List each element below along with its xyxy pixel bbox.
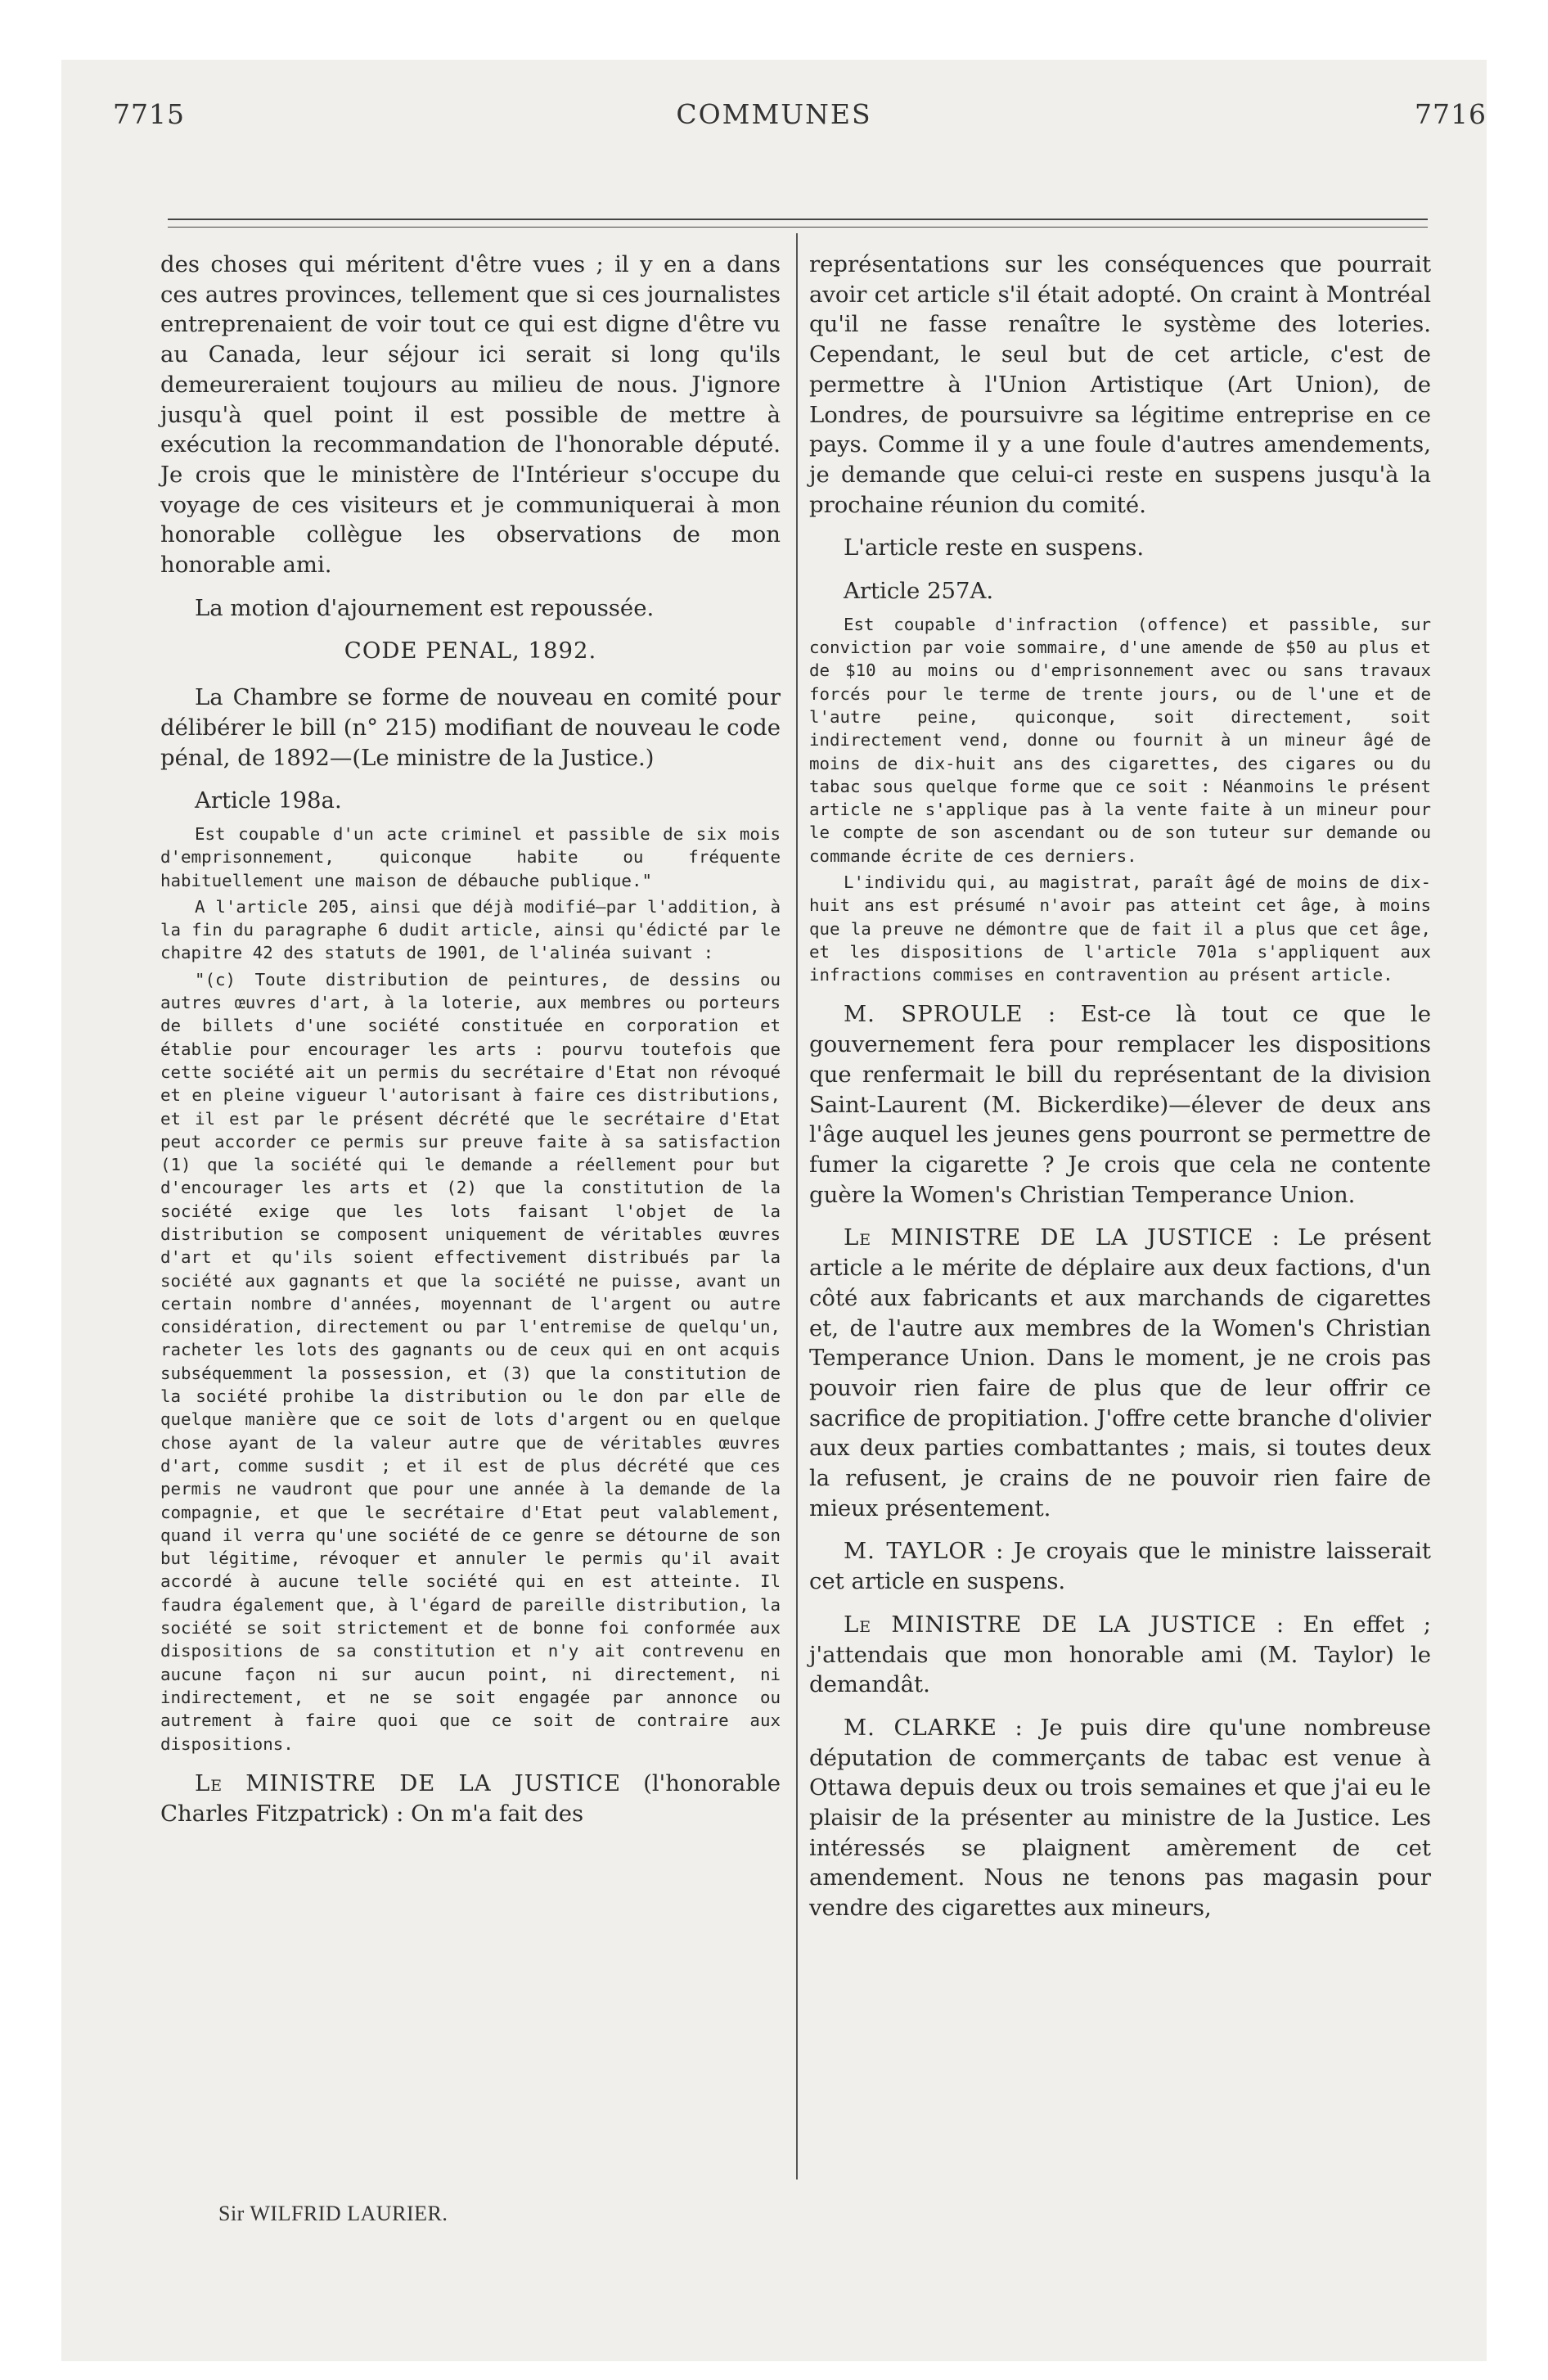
speech-paragraph xyxy=(809,999,1431,1210)
section-heading: CODE PENAL, 1892. xyxy=(344,638,597,665)
paragraph: La motion d'ajournement est repoussée. xyxy=(195,594,655,621)
speech-text: : Le présent article a le mérite de déplaire aux deux factions, d'un côté aux fabricants et aux marchands de cigarettes et, de l'autre aux membres de la Women's Christian Temperance Union. Dans le moment, je ne crois pas pouvoir rien faire de plus que de leur offrir ce sacrifice de propitiation. J'offre cette branche d'olivier aux deux parties combattantes ; mais, si toutes deux la refusent, je crains de ne pouvoir rien faire de mieux présentement. xyxy=(809,1224,1431,1521)
left-column xyxy=(160,250,781,1841)
speech-paragraph xyxy=(809,1713,1431,1923)
page-header xyxy=(0,98,1548,139)
speech-paragraph xyxy=(809,1223,1431,1523)
speaker-name: M. CLARKE xyxy=(844,1714,997,1741)
paragraph: des choses qui méritent d'être vues ; il y en a dans ces autres provinces, tellement que si ces journalistes entreprenaient de voir tout ce qui est digne d'être vu au Canada, leur séjour ici serait si long qu'ils demeureraient toujours au milieu de nous. J'ignore jusqu'à quel point il est possible de mettre à exécution la recommandation de l'honorable député. Je crois que le ministère de l'Intérieur s'occupe du voyage de ces visiteurs et je communiquerai à mon honorable collègue les observations de mon honorable ami. xyxy=(160,251,781,579)
statute-text: A l'article 205, ainsi que déjà modifié—par l'addition, à la fin du paragraphe 6 dudit article, ainsi qu'édicté par le chapitre 42 des statuts de 1901, de l'alinéa suivant : xyxy=(160,896,781,963)
speech-text: : Je puis dire qu'une nombreuse députation de commerçants de tabac est venue à Ottawa depuis deux ou trois semaines et que j'ai eu le plaisir de la présenter au ministre de la Justice. Les intéressés se plaignent amèrement de cet amendement. Nous ne tenons pas magasin pour vendre des cigarettes aux mineurs, xyxy=(809,1714,1431,1922)
header-rule-top xyxy=(168,219,1428,220)
right-column xyxy=(809,250,1431,1936)
statute-text: "(c) Toute distribution de peintures, de dessins ou autres œuvres d'art, à la loterie, aux membres ou porteurs de billets d'une société constituée en corporation et établie pour encourager les arts : pourvu toutefois que cette société ait un permis du secrétaire d'Etat non révoqué et en pleine vigueur l'autorisant à faire ces distributions, et il est par le présent décrété que le secrétaire d'Etat peut accorder ce permis sur preuve faite à sa satisfaction (1) que la société qui le demande a réellement pour but d'encourager les arts et (2) que la constitution de la société exige que les lots faisant l'objet de la distribution se composent uniquement de véritables œuvres d'art et qu'ils soient effectivement distribués par la société aux gagnants et que la société ne puisse, avant un certain nombre d'années, moyennant de l'argent ou autre considération, directement ou par l'entremise de quelqu'un, racheter les lots des gagnants ou de ceux qui en ont acquis subséquemment la possession, et (3) que la constitution de la société prohibe la distribution ou le don par elle de quelque manière que ce soit de lots d'argent ou en quelque chose ayant de la valeur autre que de véritables œuvres d'art, comme susdit ; et il est de plus décrété que ces permis ne vaudront que pour une année à la demande de la compagnie, et que le secrétaire d'Etat peut valablement, quand il verra qu'une société de ce genre se détourne de son but légitime, révoquer et annuler le permis qu'il avait accordé à aucune telle société qui en est atteinte. Il faudra également que, à l'égard de pareille distribution, la société se soit strictement et de bonne foi conformée aux dispositions de sa constitution et n'y ait contrevenu en aucune façon ni sur aucun point, ni directement, ni indirectement, et ne se soit engagée par annonce ou autrement à faire quoi que ce soit de contraire aux dispositions. xyxy=(160,969,781,1754)
speech-text: : En effet ; j'attendais que mon honorable ami (M. Taylor) le demandât. xyxy=(809,1611,1431,1698)
speech-text: : Est-ce là tout ce que le gouvernement fera pour remplacer les dispositions que renfermait le bill du représentant de la division Saint-Laurent (M. Bickerdike)—élever de deux ans l'âge auquel les jeunes gens pourront se permettre de fumer la cigarette ? Je crois que cela ne contente guère la Women's Christian Temperance Union. xyxy=(809,1001,1432,1208)
statute-text: L'individu qui, au magistrat, paraît âgé de moins de dix-huit ans est présumé n'avoir pas atteint cet âge, à moins que la preuve ne démontre que de fait il a plus que cet âge, et les dispositions de l'article 701a s'appliquent aux infractions commises en contravention au présent article. xyxy=(809,872,1431,985)
speaker-name: Le MINISTRE DE LA JUSTICE xyxy=(195,1769,622,1796)
paragraph: La Chambre se forme de nouveau en comité pour délibérer le bill (n° 215) modifiant de nouveau le code pénal, de 1892—(Le ministre de la Justice.) xyxy=(160,684,781,771)
article-label: Article 257A. xyxy=(844,578,994,605)
speaker-name: Le MINISTRE DE LA JUSTICE xyxy=(844,1611,1258,1638)
speaker-name: Le MINISTRE DE LA JUSTICE xyxy=(844,1224,1254,1251)
speech-text: : Je croyais que le ministre laisserait cet article en suspens. xyxy=(809,1538,1431,1595)
article-label: Article 198a. xyxy=(195,787,342,814)
statute-text: Est coupable d'infraction (offence) et passible, sur conviction par voie sommaire, d'une amende de $50 au plus et de $10 au moins ou d'emprisonnement avec ou sans travaux forcés pour le terme de trente jours, ou de l'une et de l'autre peine, quiconque, soit directement, soit indirectement vend, donne ou fournit à un mineur âgé de moins de dix-huit ans des cigarettes, des cigares ou du tabac sous quelque forme que ce soit : Néanmoins le présent article ne s'applique pas à la vente faite à un mineur pour le compte de son ascendant ou de son tuteur sur demande ou commande écrite de ces derniers. xyxy=(809,614,1431,866)
paragraph: représentations sur les conséquences que pourrait avoir cet article s'il était adopté. On craint à Montréal qu'il ne fasse renaître le système des loteries. Cependant, le seul but de cet article, c'est de permettre à l'Union Artistique (Art Union), de Londres, de poursuivre sa légitime entreprise en ce pays. Comme il y a une foule d'autres amendements, je demande que celui-ci reste en suspens jusqu'à la prochaine réunion du comité. xyxy=(809,251,1431,518)
paragraph: L'article reste en suspens. xyxy=(844,534,1145,561)
speech-paragraph xyxy=(160,1769,781,1828)
page-number-left: 7715 xyxy=(113,98,185,130)
speech-paragraph xyxy=(809,1536,1431,1596)
column-divider xyxy=(796,233,798,2179)
speaker-name: M. TAYLOR xyxy=(844,1538,986,1565)
page-number-right: 7716 xyxy=(1415,98,1487,130)
speaker-name: M. SPROULE xyxy=(844,1001,1024,1028)
speech-paragraph xyxy=(809,1610,1431,1700)
speech-text: (l'honorable Charles Fitzpatrick) : On m'a fait des xyxy=(160,1769,781,1827)
footer-speaker-note: Sir WILFRID LAURIER. xyxy=(218,2202,448,2225)
header-rule-bottom xyxy=(168,227,1428,228)
page-title: COMMUNES xyxy=(676,98,872,130)
statute-text: Est coupable d'un acte criminel et passible de six mois d'emprisonnement, quiconque habite ou fréquente habituellement une maison de débauche publique." xyxy=(160,823,781,890)
